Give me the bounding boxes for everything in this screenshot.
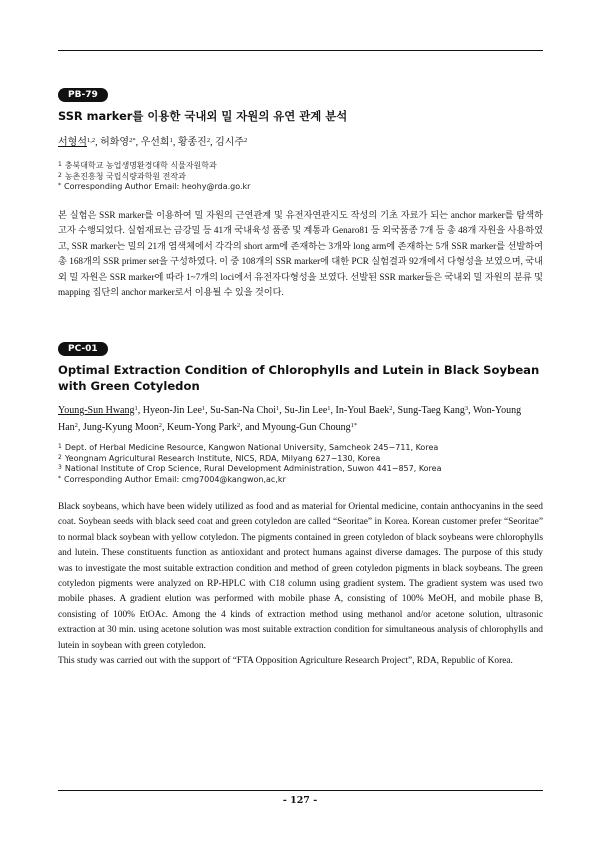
author-name: Young-Sun Hwang bbox=[58, 405, 135, 416]
author-affiliation-mark: 2* bbox=[129, 137, 136, 144]
author-name: Sung-Taeg Kang bbox=[397, 405, 465, 416]
author-affiliation-mark: 1 bbox=[201, 405, 206, 412]
affiliation-line: $^1$ Dept. of Herbal Medicine Resource, Kangwon National University, Samcheok 245−711, Korea bbox=[58, 443, 439, 452]
author-name: Jung-Kyung Moon bbox=[82, 422, 159, 433]
author-name: 황종진 bbox=[177, 137, 207, 148]
corresponding-email: * Corresponding Author Email: heohy@rda.go.kr bbox=[58, 182, 251, 191]
author-affiliation-mark: 2 bbox=[244, 137, 248, 144]
page-number: - 127 - bbox=[282, 795, 318, 806]
author-affiliation-mark: 1,2 bbox=[86, 137, 96, 144]
affiliation-list bbox=[58, 443, 543, 485]
author-name: 김시주 bbox=[215, 137, 245, 148]
corresponding-email: * Corresponding Author Email: cmg7004@kangwon,ac,kr bbox=[58, 474, 286, 484]
author-affiliation-mark: 1* bbox=[350, 422, 358, 429]
author-affiliation-mark: 2 bbox=[206, 137, 211, 144]
author-affiliation-mark: 1 bbox=[169, 137, 173, 144]
author-name: 허화영 bbox=[100, 137, 130, 148]
author-affiliation-mark: 1 bbox=[134, 405, 138, 412]
bottom-rule bbox=[58, 790, 543, 791]
author-name: Hyeon-Jin Lee bbox=[142, 405, 202, 416]
abstract-title: SSR marker를 이용한 국내외 밀 자원의 유연 관계 분석 bbox=[58, 109, 348, 123]
affiliation-line: $^2$ Yeongnam Agricultural Research Institute, NICS, RDA, Milyang 627−130, Korea bbox=[58, 453, 381, 463]
affiliation-line: $^3$ National Institute of Crop Science, Rural Development Administration, Suwon 441−857, Korea bbox=[58, 464, 442, 473]
top-rule bbox=[58, 50, 543, 51]
author-name: In-Youl Baek bbox=[335, 405, 390, 416]
author-name: Won-Young Han bbox=[58, 405, 522, 433]
author-name: Myoung-Gun Choung bbox=[262, 422, 351, 433]
author-affiliation-mark: 3 bbox=[464, 405, 469, 412]
abstract-code-badge: PC-01 bbox=[58, 342, 108, 356]
author-name: 서형석 bbox=[58, 137, 87, 148]
author-affiliation-mark: 2 bbox=[74, 422, 78, 429]
author-name: Su-Jin Lee bbox=[284, 405, 328, 416]
abstract-body: 본 실험은 SSR marker를 이용하여 밀 자원의 근연관계 및 유전자연관지도 작성의 기초 자료가 되는 anchor marker를 탐색하고자 수행되었다. 실험재료는 금강밀 등 41개 국내육성 품종 및 계통과 Genaro81 등 외국품종 7개 등 총 48개 자원을 사용하였고, SSR marker는 밀의 21개 염색체에서 각각의 short arm에 존재하는 3개와 long arm에 존재하는 5개 SSR marker를 선발하여 총 168개의 SSR primer set을 구성하였다. 이 중 108개의 SSR marker에 대한 PCR 실험결과 92개에서 다형성을 보였으며, 국내외 밀 자원은 SSR marker에 따라 1~7개의 loci에서 유전자다형성을 보였다. 선발된 SSR marker들은 국내외 밀 자원의 분류 및 mapping 집단의 anchor marker로서 이용될 수 있을 것이다. bbox=[58, 210, 543, 298]
author-affiliation-mark: 1 bbox=[327, 405, 331, 412]
author-affiliation-mark: 2 bbox=[158, 422, 163, 429]
affiliation-line: $^2$ 농촌진흥청 국립식량과학원 전작과 bbox=[58, 171, 186, 181]
author-list: 서형석$^{1,2}$, 허화영$^{2*}$, 우선희$^1$, 황종진$^2$, 김시주$^2$ bbox=[58, 137, 248, 148]
abstract-title: Optimal Extraction Condition of Chlorophylls and Lutein in Black Soybean with Green Cotyledon bbox=[58, 363, 540, 393]
affiliation-line: $^1$ 충북대학교 농업생명환경대학 식물자원학과 bbox=[58, 161, 217, 170]
author-name: Keum-Yong Park bbox=[167, 422, 237, 433]
abstract-body: Black soybeans, which have been widely utilized as food and as material for Oriental medicine, contain anthocyanins in the seed coat. Soybean seeds with black seed coat and green cotyledon are called “Seoritae” in Korea. Korean customer prefer “Seoritae” to normal black soybean with yellow cotyledon. The pigments contained in green cotyledon of black soybeans were chlorophylls and lutein. These constituents function as antioxidant and protect humans against diverse damages. The purpose of this study was to investigate the most suitable extraction condition and method of green cotyledon pigments in black soybeans. The green cotyledon pigments were analyzed on RP-HPLC with C18 column using gradient system. The gradient system was used two mobile phases. A gradient elution was performed with mobile phase A, consisting of 100% MeOH, and mobile phase B, consisting of 100% EtOAc. Among the 4 kinds of extraction method using methanol and/or acetone solution, ultrasonic extraction at 30 min. using acetone solution was most suitable extraction condition for simultaneous analysis of chlorophylls and lutein in soybean with green cotyledon. bbox=[58, 502, 543, 651]
author-list: Young-Sun Hwang$^1$, Hyeon-Jin Lee$^1$, Su-San-Na Choi$^1$, Su-Jin Lee$^1$, In-Youl Baek$^2$, Sung-Taeg Kang$^3$, Won-Young Han$^2$, Jung-Kyung Moon$^2$, Keum-Yong Park$^2$, and Myoung-Gun Choung$^{1*}$ bbox=[58, 405, 522, 433]
acknowledgement: This study was carried out with the support of “FTA Opposition Agriculture Research Project”, RDA, Republic of Korea. bbox=[58, 656, 513, 666]
author-name: Su-San-Na Choi bbox=[210, 405, 276, 416]
author-name: 우선희 bbox=[140, 137, 170, 148]
affiliation-list bbox=[58, 161, 543, 193]
author-affiliation-mark: 2 bbox=[389, 405, 393, 412]
abstract-code-badge: PB-79 bbox=[58, 88, 108, 102]
author-affiliation-mark: 2 bbox=[236, 422, 241, 429]
author-affiliation-mark: 1 bbox=[276, 405, 280, 412]
